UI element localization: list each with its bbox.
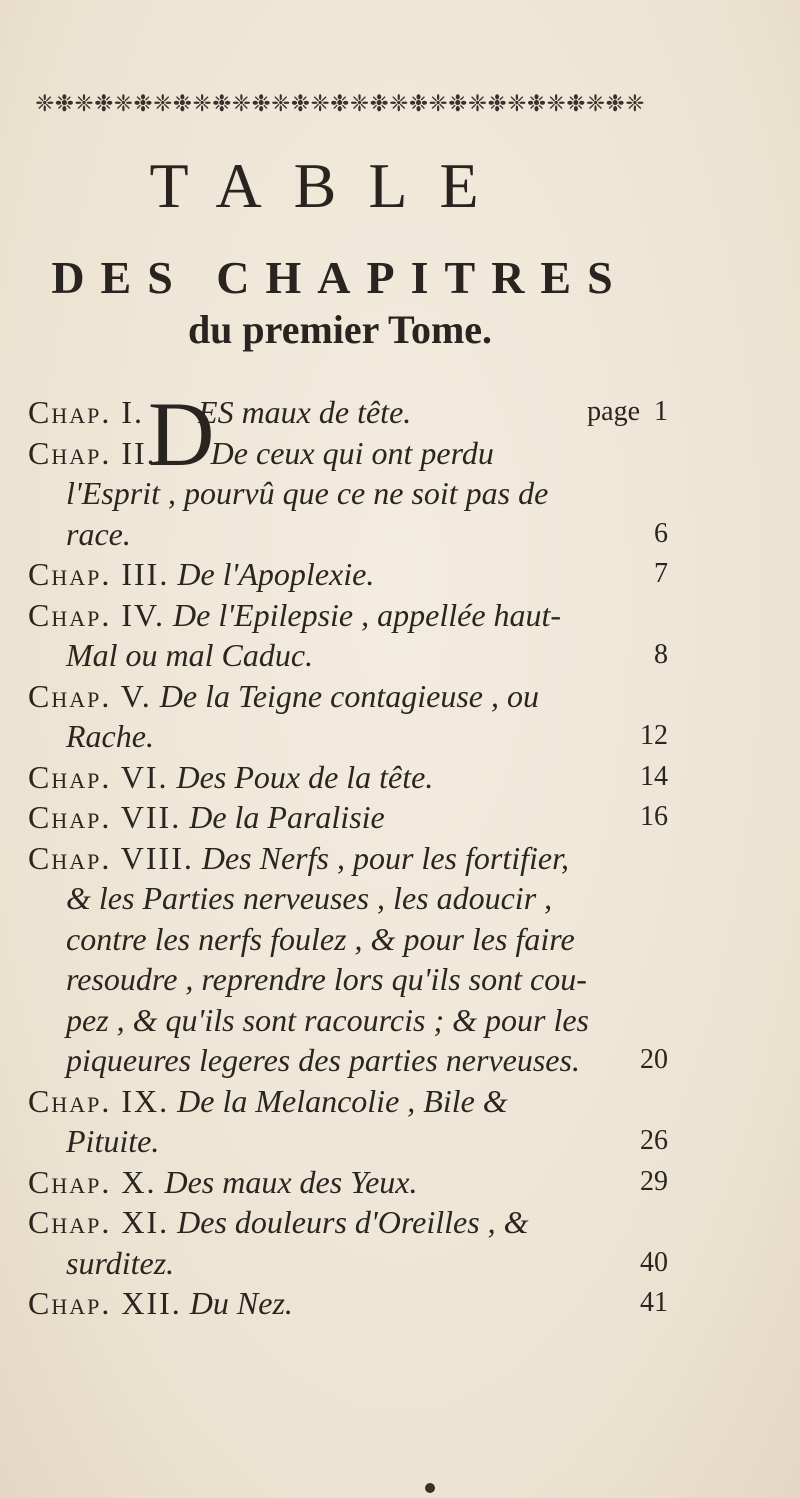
page-number: 14 bbox=[640, 760, 668, 792]
toc-entry bbox=[28, 757, 668, 797]
toc-entry bbox=[28, 1081, 668, 1121]
chapter-number: Chap. VII. bbox=[28, 799, 182, 835]
page-value: 1 bbox=[654, 396, 668, 427]
chapter-title: ES maux de tête. bbox=[198, 394, 412, 430]
chapter-title: De la Melancolie , Bile & bbox=[177, 1082, 508, 1119]
page-label: page bbox=[587, 396, 640, 427]
chapter-number: Chap. IX. bbox=[28, 1082, 170, 1119]
chapter-title-continued: pez , & qu'ils sont racourcis ; & pour les bbox=[66, 1001, 589, 1038]
page-number: 29 bbox=[640, 1165, 668, 1197]
toc-continuation bbox=[66, 919, 668, 959]
chapter-title-continued: l'Esprit , pourvû que ce ne soit pas de bbox=[66, 475, 549, 511]
toc-entry bbox=[28, 676, 668, 716]
chapter-number: Chap. XII. bbox=[28, 1285, 182, 1321]
chapter-title: Du Nez. bbox=[189, 1285, 293, 1321]
chapter-title: Des Nerfs , pour les fortifier, bbox=[201, 839, 569, 876]
chapter-title-continued: piqueures legeres des parties nerveuses. bbox=[66, 1042, 580, 1078]
toc-entry bbox=[28, 1202, 668, 1242]
page-number: 7 bbox=[654, 558, 668, 589]
toc-entry bbox=[28, 392, 668, 432]
chapter-title: De l'Apoplexie. bbox=[177, 556, 375, 592]
toc-continuation bbox=[66, 514, 668, 554]
chapter-number: Chap. XI. bbox=[28, 1204, 170, 1240]
chapter-number: Chap. I. bbox=[28, 394, 145, 430]
toc-entry bbox=[28, 838, 668, 878]
drop-cap: D bbox=[148, 383, 215, 485]
page-number: 40 bbox=[640, 1246, 668, 1278]
toc-continuation bbox=[66, 1243, 668, 1283]
chapter-number: Chap. II. bbox=[28, 434, 157, 471]
page-number: 6 bbox=[654, 517, 668, 549]
chapter-number: Chap. III. bbox=[28, 556, 170, 592]
page-number bbox=[587, 392, 668, 432]
toc-entry bbox=[28, 797, 668, 837]
toc-entry bbox=[28, 433, 668, 473]
toc-entry bbox=[28, 595, 668, 635]
chapter-number: Chap. IV. bbox=[28, 596, 165, 633]
page-number: 16 bbox=[640, 801, 668, 832]
chapter-title-continued: contre les nerfs foulez , & pour les faire bbox=[66, 920, 575, 957]
toc-entry bbox=[28, 1162, 668, 1202]
chapter-number: Chap. VI. bbox=[28, 758, 169, 795]
chapter-title: Des maux des Yeux. bbox=[164, 1163, 418, 1200]
page-number: 26 bbox=[640, 1125, 668, 1156]
chapter-title-continued: Mal ou mal Caduc. bbox=[66, 637, 314, 673]
toc-continuation bbox=[66, 959, 668, 999]
chapter-title: Des douleurs d'Oreilles , & bbox=[177, 1204, 529, 1240]
chapter-number: Chap. V. bbox=[28, 677, 152, 714]
toc-continuation bbox=[66, 1000, 668, 1040]
page-number: 41 bbox=[640, 1287, 668, 1318]
chapter-title-continued: surditez. bbox=[66, 1244, 175, 1281]
ornamental-border: ❈❉❈❉❈❉❈❉❈❉❈❉❈❉❈❉❈❉❈❉❈❉❈❉❈❉❈❉❈❉❈ bbox=[35, 91, 645, 116]
toc-continuation bbox=[66, 716, 668, 756]
toc-continuation bbox=[66, 635, 668, 675]
page-title: TABLE bbox=[149, 150, 511, 221]
chapter-number: Chap. X. bbox=[28, 1163, 157, 1200]
chapter-title: De l'Epilepsie , appellée haut- bbox=[173, 596, 562, 633]
chapter-title: De la Teigne contagieuse , ou bbox=[159, 677, 539, 714]
toc-continuation bbox=[66, 1121, 668, 1161]
volume-subtitle: du premier Tome. bbox=[187, 307, 493, 352]
page-number: 8 bbox=[654, 639, 668, 670]
chapter-title-continued: & les Parties nerveuses , les adoucir , bbox=[66, 880, 553, 916]
page-subtitle: DES CHAPITRES bbox=[51, 252, 629, 303]
toc-entry bbox=[28, 1283, 668, 1323]
chapter-title: De la Paralisie bbox=[189, 799, 385, 835]
page-number: 20 bbox=[640, 1044, 668, 1075]
chapter-title-continued: resoudre , reprendre lors qu'ils sont cou- bbox=[66, 961, 587, 997]
page-number: 12 bbox=[640, 720, 668, 751]
chapter-number: Chap. VIII. bbox=[28, 839, 194, 876]
chapter-title: Des Poux de la tête. bbox=[176, 758, 434, 795]
chapter-title-continued: Rache. bbox=[66, 718, 154, 754]
chapter-title: De ceux qui ont perdu bbox=[210, 434, 494, 471]
toc-entry bbox=[28, 554, 668, 594]
toc-continuation bbox=[66, 878, 668, 918]
ink-speck bbox=[425, 1483, 435, 1493]
chapter-title-continued: race. bbox=[66, 515, 131, 552]
toc-continuation bbox=[66, 1040, 668, 1080]
chapter-title-continued: Pituite. bbox=[66, 1123, 160, 1159]
